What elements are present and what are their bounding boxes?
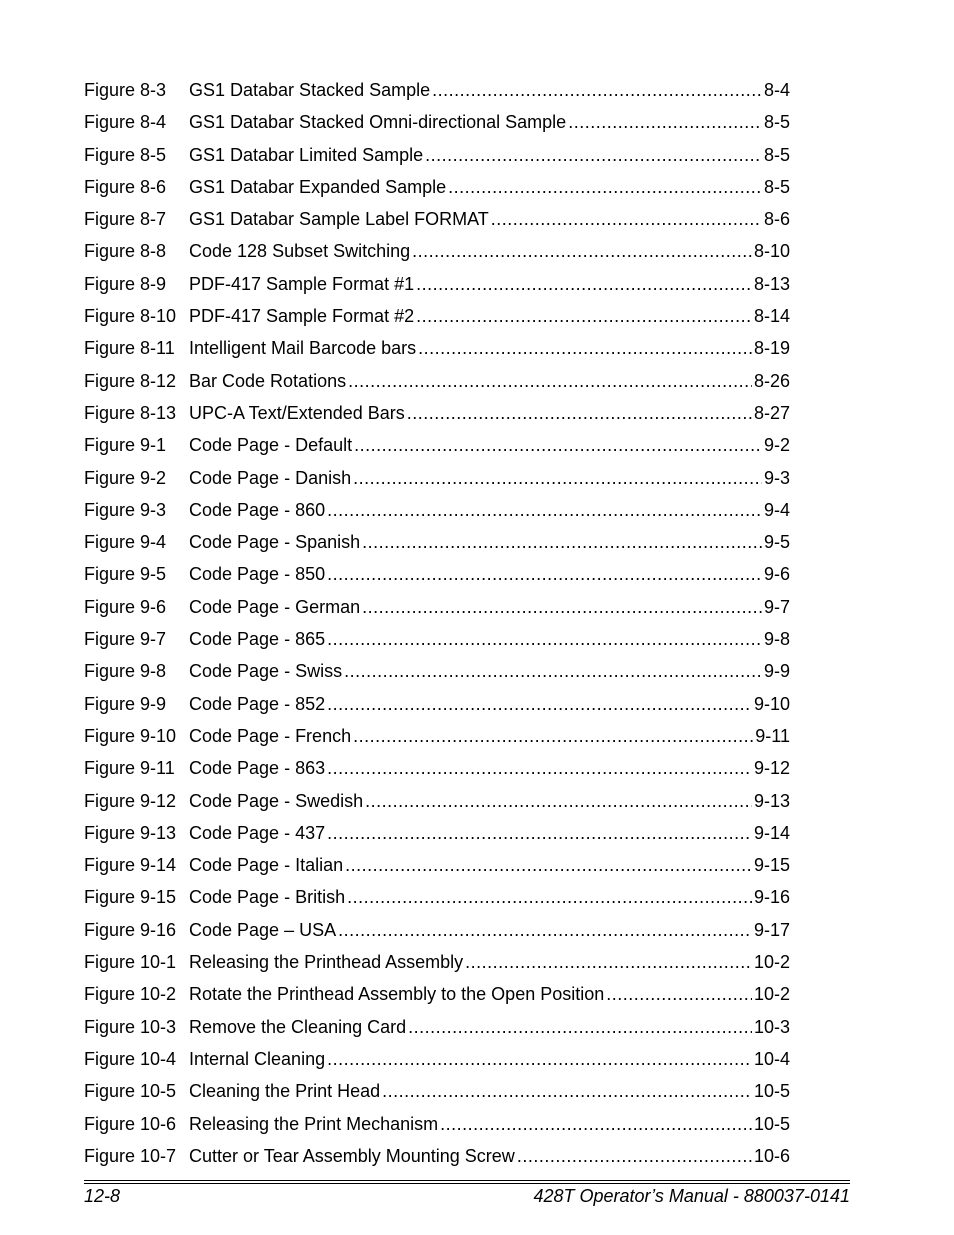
figure-title: Code Page - 850 [189,564,326,585]
page-reference: 9-7 [763,596,790,617]
figure-title: Code Page - 852 [189,693,326,714]
page-reference: 9-2 [763,435,790,456]
figure-number: Figure 10-6 [84,1113,177,1134]
toc-entry[interactable] [84,1108,790,1140]
dot-leader [347,881,752,913]
figure-title: GS1 Databar Stacked Omni-directional Sample [189,112,567,133]
page-reference: 8-5 [763,112,790,133]
figure-title: Code Page - 437 [189,822,326,843]
footer-page-number: 12-8 [84,1186,121,1206]
page-reference: 9-17 [753,919,790,940]
dot-leader [327,623,762,655]
dot-leader [418,332,752,364]
toc-entry[interactable] [84,978,790,1010]
toc-entry[interactable] [84,849,790,881]
figure-title: GS1 Databar Stacked Sample [189,80,431,100]
figure-number: Figure 9-6 [84,596,167,617]
figure-number: Figure 9-10 [84,725,177,746]
dot-leader [465,946,752,978]
toc-entry[interactable] [84,1140,790,1172]
dot-leader [491,203,762,235]
figure-title: Code Page - Default [189,435,353,456]
figure-number: Figure 10-2 [84,984,177,1005]
dot-leader [408,1011,752,1043]
figure-title: Code Page - 863 [189,758,326,779]
toc-entry[interactable] [84,817,790,849]
toc-entry[interactable] [84,688,790,720]
dot-leader [425,139,762,171]
page-reference: 9-6 [763,564,790,585]
figure-title: Cleaning the Print Head [189,1081,381,1102]
dot-leader [327,1043,752,1075]
figure-number: Figure 10-5 [84,1081,177,1102]
figure-title: Code Page - Italian [189,855,344,876]
dot-leader [382,1075,752,1107]
figure-title: Code 128 Subset Switching [189,241,411,262]
page-reference: 9-13 [753,790,790,811]
figure-number: Figure 8-6 [84,176,167,197]
figure-title: Code Page - Swedish [189,790,364,811]
page-reference: 8-4 [763,80,790,100]
page-reference: 8-13 [753,273,790,294]
figure-number: Figure 8-12 [84,370,177,391]
figure-title: PDF-417 Sample Format #2 [189,306,415,327]
page-reference: 9-12 [753,758,790,779]
figure-number: Figure 9-11 [84,758,175,779]
figure-number: Figure 9-7 [84,629,167,650]
page-reference: 8-27 [753,402,790,423]
dot-leader [365,785,752,817]
figure-number: Figure 9-1 [84,435,167,456]
toc-entry[interactable] [84,268,790,300]
figure-title: UPC-A Text/Extended Bars [189,402,405,423]
figure-number: Figure 8-7 [84,209,167,230]
figure-title: GS1 Databar Sample Label FORMAT [189,209,489,230]
dot-leader [327,817,752,849]
toc-entry[interactable] [84,785,790,817]
toc-entry[interactable] [84,300,790,332]
figure-title: Code Page - 860 [189,499,326,520]
page-reference: 10-3 [753,1016,790,1037]
figure-number: Figure 9-2 [84,467,167,488]
figure-number: Figure 10-3 [84,1016,177,1037]
figure-title: GS1 Databar Expanded Sample [189,176,447,197]
dot-leader [327,688,752,720]
toc-entry[interactable] [84,1075,790,1107]
page-reference: 8-19 [753,338,790,359]
page-reference: 8-6 [763,209,790,230]
figure-title: Bar Code Rotations [189,370,347,391]
dot-leader [338,914,752,946]
page-reference: 9-9 [763,661,790,682]
dot-leader [416,268,752,300]
figure-title: Code Page - Spanish [189,532,361,553]
figure-title: Cutter or Tear Assembly Mounting Screw [189,1145,515,1166]
figure-number: Figure 10-7 [84,1145,177,1166]
page-reference: 10-5 [753,1113,790,1134]
figure-title: Releasing the Print Mechanism [189,1113,439,1134]
dot-leader [440,1108,752,1140]
toc-entry[interactable] [84,332,790,364]
page-reference: 9-14 [753,822,790,843]
toc-entry[interactable] [84,235,790,267]
toc-entry[interactable] [84,106,790,138]
page-reference: 10-6 [753,1145,790,1166]
page-reference: 10-2 [753,952,790,973]
page-reference: 10-4 [753,1048,790,1069]
page-reference: 9-11 [755,725,790,746]
dot-leader [344,655,762,687]
dot-leader [327,752,752,784]
figure-title: Rotate the Printhead Assembly to the Open Position [189,984,605,1005]
figure-title: Code Page – USA [189,919,337,940]
page-reference: 8-5 [763,176,790,197]
dot-leader [348,365,752,397]
toc-entry[interactable] [84,558,790,590]
figure-number: Figure 8-13 [84,402,177,423]
dot-leader [354,429,762,461]
figure-title: Internal Cleaning [189,1048,326,1069]
figure-title: Code Page - 865 [189,629,326,650]
page-reference: 8-14 [753,306,790,327]
figure-number: Figure 9-4 [84,532,167,553]
toc-entry[interactable] [84,946,790,978]
toc-entry[interactable] [84,462,790,494]
figure-number: Figure 9-15 [84,887,177,908]
footer-rule-bottom [84,1183,850,1184]
figure-title: Code Page - German [189,596,361,617]
dot-leader [353,462,762,494]
figure-title: Code Page - Swiss [189,661,343,682]
page-reference: 9-16 [753,887,790,908]
figure-title: PDF-417 Sample Format #1 [189,273,415,294]
toc-entry[interactable] [84,1011,790,1043]
toc-entry[interactable] [84,397,790,429]
figure-number: Figure 9-13 [84,822,177,843]
dot-leader [353,720,753,752]
dot-leader [432,74,762,106]
toc-entry[interactable] [84,881,790,913]
toc-entry[interactable] [84,1043,790,1075]
dot-leader [517,1140,752,1172]
figure-number: Figure 9-14 [84,855,177,876]
footer-rule-top [84,1180,850,1181]
dot-leader [416,300,752,332]
dot-leader [345,849,752,881]
dot-leader [448,171,762,203]
toc-entry[interactable] [84,914,790,946]
toc-entry[interactable] [84,429,790,461]
page-reference: 8-10 [753,241,790,262]
dot-leader [407,397,752,429]
figure-number: Figure 8-8 [84,241,167,262]
toc-entry[interactable] [84,494,790,526]
figure-number: Figure 9-9 [84,693,167,714]
dot-leader [362,526,762,558]
page-reference: 9-10 [753,693,790,714]
figure-number: Figure 10-4 [84,1048,177,1069]
toc-entry[interactable] [84,365,790,397]
figure-title: Code Page - French [189,725,352,746]
page-reference: 10-2 [753,984,790,1005]
figure-number: Figure 8-9 [84,273,167,294]
figure-number: Figure 8-5 [84,144,167,165]
figure-number: Figure 8-10 [84,306,177,327]
figure-number: Figure 9-16 [84,919,177,940]
figure-title: GS1 Databar Limited Sample [189,144,424,165]
figure-title: Code Page - British [189,887,346,908]
figure-number: Figure 10-1 [84,952,177,973]
toc-entry[interactable] [84,203,790,235]
toc-entry[interactable] [84,752,790,784]
toc-entry[interactable] [84,526,790,558]
figure-title: Intelligent Mail Barcode bars [189,338,417,359]
page-reference: 9-5 [763,532,790,553]
figure-number: Figure 9-5 [84,564,167,585]
dot-leader [362,591,762,623]
dot-leader [606,978,752,1010]
list-of-figures [84,74,790,1172]
dot-leader [568,106,762,138]
toc-entry[interactable] [84,74,790,106]
page-reference: 8-5 [763,144,790,165]
toc-entry[interactable] [84,655,790,687]
figure-number: Figure 9-3 [84,499,167,520]
page-reference: 9-3 [763,467,790,488]
page-reference: 9-15 [753,855,790,876]
figure-number: Figure 9-8 [84,661,167,682]
toc-entry[interactable] [84,171,790,203]
toc-entry[interactable] [84,139,790,171]
dot-leader [412,235,752,267]
toc-entry[interactable] [84,623,790,655]
page-reference: 8-26 [753,370,790,391]
figure-number: Figure 8-11 [84,338,175,359]
figure-number: Figure 8-4 [84,112,167,133]
figure-title: Remove the Cleaning Card [189,1016,407,1037]
toc-entry[interactable] [84,591,790,623]
dot-leader [327,494,762,526]
page-reference: 9-4 [763,499,790,520]
page-reference: 9-8 [763,629,790,650]
figure-number: Figure 9-12 [84,790,177,811]
figure-title: Code Page - Danish [189,467,352,488]
page-reference: 10-5 [753,1081,790,1102]
figure-title: Releasing the Printhead Assembly [189,952,464,973]
toc-entry[interactable] [84,720,790,752]
footer-manual-title: 428T Operator’s Manual - 880037-0141 [533,1186,850,1206]
figure-number: Figure 8-3 [84,80,167,100]
dot-leader [327,558,762,590]
